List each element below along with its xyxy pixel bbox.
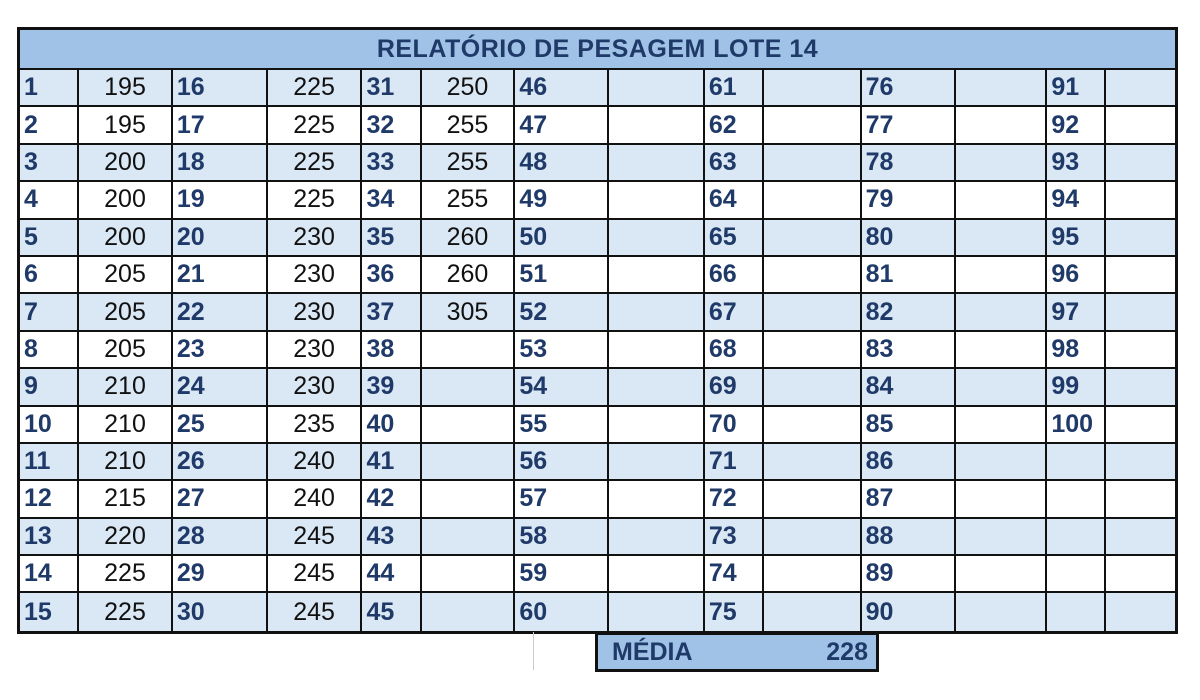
table-row [20, 593, 1175, 630]
weight-value-cell: 230 [268, 369, 363, 404]
animal-number-cell [1047, 593, 1106, 630]
animal-number-cell: 78 [862, 145, 956, 180]
animal-number-cell: 50 [515, 220, 609, 255]
animal-number-cell: 67 [705, 294, 764, 329]
weight-value-cell: 200 [79, 220, 173, 255]
weight-value-cell [956, 220, 1048, 255]
weight-value-cell: 200 [79, 145, 173, 180]
animal-number-cell: 29 [173, 556, 268, 591]
weight-value-cell [764, 444, 862, 479]
animal-number-cell: 42 [362, 481, 421, 516]
weight-value-cell [1106, 220, 1175, 255]
animal-number-cell: 1 [20, 70, 79, 105]
weight-value-cell: 235 [268, 407, 363, 442]
weight-value-cell: 225 [268, 145, 363, 180]
weight-value-cell [764, 294, 862, 329]
animal-number-cell: 55 [515, 407, 609, 442]
animal-number-cell: 62 [705, 107, 764, 142]
weight-value-cell [422, 369, 516, 404]
animal-number-cell: 33 [362, 145, 421, 180]
weight-value-cell [764, 519, 862, 554]
animal-number-cell: 5 [20, 220, 79, 255]
weight-value-cell [422, 332, 516, 367]
weight-value-cell: 255 [422, 145, 516, 180]
animal-number-cell: 73 [705, 519, 764, 554]
animal-number-cell: 85 [862, 407, 956, 442]
weight-value-cell: 230 [268, 257, 363, 292]
table-row [20, 107, 1175, 144]
animal-number-cell: 25 [173, 407, 268, 442]
weight-value-cell: 255 [422, 107, 516, 142]
weight-value-cell [956, 481, 1048, 516]
animal-number-cell: 56 [515, 444, 609, 479]
animal-number-cell: 99 [1047, 369, 1106, 404]
weight-value-cell [764, 407, 862, 442]
weight-value-cell [609, 407, 705, 442]
animal-number-cell: 34 [362, 182, 421, 217]
weight-value-cell: 215 [79, 481, 173, 516]
animal-number-cell: 2 [20, 107, 79, 142]
animal-number-cell: 9 [20, 369, 79, 404]
animal-number-cell: 26 [173, 444, 268, 479]
animal-number-cell: 18 [173, 145, 268, 180]
weight-value-cell: 245 [268, 556, 363, 591]
animal-number-cell: 96 [1047, 257, 1106, 292]
weight-value-cell [764, 70, 862, 105]
weight-value-cell [956, 407, 1048, 442]
animal-number-cell: 79 [862, 182, 956, 217]
animal-number-cell: 13 [20, 519, 79, 554]
animal-number-cell: 66 [705, 257, 764, 292]
weight-value-cell [422, 444, 516, 479]
animal-number-cell: 8 [20, 332, 79, 367]
table-row [20, 519, 1175, 556]
weight-value-cell [764, 593, 862, 630]
weighing-report-table [17, 27, 1178, 634]
weight-value-cell [956, 332, 1048, 367]
weight-value-cell: 305 [422, 294, 516, 329]
animal-number-cell: 95 [1047, 220, 1106, 255]
weight-value-cell: 245 [268, 593, 363, 630]
report-title: RELATÓRIO DE PESAGEM LOTE 14 [20, 30, 1175, 70]
animal-number-cell: 24 [173, 369, 268, 404]
table-row [20, 220, 1175, 257]
animal-number-cell: 70 [705, 407, 764, 442]
average-label: MÉDIA [612, 637, 693, 666]
weight-value-cell: 225 [79, 556, 173, 591]
weight-value-cell [609, 444, 705, 479]
animal-number-cell: 27 [173, 481, 268, 516]
animal-number-cell: 71 [705, 444, 764, 479]
weights-grid [20, 70, 1175, 631]
weight-value-cell [609, 294, 705, 329]
animal-number-cell: 21 [173, 257, 268, 292]
table-row [20, 481, 1175, 518]
weight-value-cell: 255 [422, 182, 516, 217]
column-divider [533, 632, 534, 670]
weight-value-cell [764, 145, 862, 180]
weight-value-cell [764, 220, 862, 255]
weight-value-cell [1106, 182, 1175, 217]
animal-number-cell [1047, 556, 1106, 591]
animal-number-cell: 4 [20, 182, 79, 217]
table-row [20, 70, 1175, 107]
animal-number-cell: 77 [862, 107, 956, 142]
animal-number-cell [1047, 519, 1106, 554]
animal-number-cell: 58 [515, 519, 609, 554]
table-row [20, 294, 1175, 331]
weight-value-cell: 210 [79, 407, 173, 442]
weight-value-cell [609, 556, 705, 591]
animal-number-cell: 10 [20, 407, 79, 442]
animal-number-cell: 65 [705, 220, 764, 255]
animal-number-cell: 82 [862, 294, 956, 329]
animal-number-cell: 80 [862, 220, 956, 255]
weight-value-cell: 260 [422, 220, 516, 255]
animal-number-cell: 98 [1047, 332, 1106, 367]
animal-number-cell: 3 [20, 145, 79, 180]
weight-value-cell [609, 593, 705, 630]
weight-value-cell [1106, 444, 1175, 479]
animal-number-cell: 54 [515, 369, 609, 404]
animal-number-cell: 35 [362, 220, 421, 255]
animal-number-cell: 12 [20, 481, 79, 516]
animal-number-cell: 48 [515, 145, 609, 180]
weight-value-cell: 195 [79, 70, 173, 105]
weight-value-cell [956, 182, 1048, 217]
weight-value-cell [422, 593, 516, 630]
weight-value-cell [422, 556, 516, 591]
animal-number-cell [1047, 444, 1106, 479]
weight-value-cell: 230 [268, 294, 363, 329]
animal-number-cell: 90 [862, 593, 956, 630]
table-row [20, 369, 1175, 406]
animal-number-cell: 46 [515, 70, 609, 105]
table-row [20, 257, 1175, 294]
table-row [20, 556, 1175, 593]
animal-number-cell: 74 [705, 556, 764, 591]
weight-value-cell [1106, 107, 1175, 142]
weight-value-cell: 225 [79, 593, 173, 630]
weight-value-cell [764, 182, 862, 217]
animal-number-cell: 7 [20, 294, 79, 329]
animal-number-cell [1047, 481, 1106, 516]
weight-value-cell: 205 [79, 257, 173, 292]
weight-value-cell [1106, 70, 1175, 105]
animal-number-cell: 20 [173, 220, 268, 255]
weight-value-cell: 230 [268, 332, 363, 367]
animal-number-cell: 17 [173, 107, 268, 142]
weight-value-cell [609, 220, 705, 255]
animal-number-cell: 31 [362, 70, 421, 105]
animal-number-cell: 61 [705, 70, 764, 105]
weight-value-cell [956, 107, 1048, 142]
animal-number-cell: 86 [862, 444, 956, 479]
weight-value-cell: 195 [79, 107, 173, 142]
animal-number-cell: 43 [362, 519, 421, 554]
weight-value-cell [764, 369, 862, 404]
animal-number-cell: 64 [705, 182, 764, 217]
weight-value-cell [956, 593, 1048, 630]
weight-value-cell [609, 107, 705, 142]
weight-value-cell [1106, 257, 1175, 292]
table-row [20, 444, 1175, 481]
table-row [20, 182, 1175, 219]
animal-number-cell: 93 [1047, 145, 1106, 180]
weight-value-cell [1106, 556, 1175, 591]
weight-value-cell: 220 [79, 519, 173, 554]
average-box [595, 632, 879, 672]
animal-number-cell: 52 [515, 294, 609, 329]
weight-value-cell [1106, 593, 1175, 630]
animal-number-cell: 16 [173, 70, 268, 105]
weight-value-cell [1106, 294, 1175, 329]
animal-number-cell: 28 [173, 519, 268, 554]
animal-number-cell: 68 [705, 332, 764, 367]
animal-number-cell: 39 [362, 369, 421, 404]
animal-number-cell: 30 [173, 593, 268, 630]
animal-number-cell: 60 [515, 593, 609, 630]
animal-number-cell: 11 [20, 444, 79, 479]
weight-value-cell: 210 [79, 369, 173, 404]
animal-number-cell: 63 [705, 145, 764, 180]
animal-number-cell: 44 [362, 556, 421, 591]
weight-value-cell [1106, 145, 1175, 180]
weight-value-cell [609, 332, 705, 367]
weight-value-cell [1106, 407, 1175, 442]
weight-value-cell: 250 [422, 70, 516, 105]
table-row [20, 332, 1175, 369]
weight-value-cell [764, 257, 862, 292]
animal-number-cell: 76 [862, 70, 956, 105]
average-value: 228 [826, 637, 868, 666]
table-row [20, 407, 1175, 444]
animal-number-cell: 6 [20, 257, 79, 292]
weight-value-cell [609, 70, 705, 105]
weight-value-cell: 245 [268, 519, 363, 554]
animal-number-cell: 23 [173, 332, 268, 367]
weight-value-cell [956, 444, 1048, 479]
weight-value-cell [956, 257, 1048, 292]
animal-number-cell: 32 [362, 107, 421, 142]
weight-value-cell [764, 481, 862, 516]
weight-value-cell [609, 145, 705, 180]
animal-number-cell: 40 [362, 407, 421, 442]
weight-value-cell [956, 369, 1048, 404]
weight-value-cell [1106, 332, 1175, 367]
animal-number-cell: 14 [20, 556, 79, 591]
weight-value-cell [1106, 481, 1175, 516]
animal-number-cell: 92 [1047, 107, 1106, 142]
weight-value-cell [422, 481, 516, 516]
animal-number-cell: 81 [862, 257, 956, 292]
weight-value-cell [956, 556, 1048, 591]
weight-value-cell [956, 519, 1048, 554]
animal-number-cell: 15 [20, 593, 79, 630]
weight-value-cell: 240 [268, 481, 363, 516]
animal-number-cell: 36 [362, 257, 421, 292]
animal-number-cell: 72 [705, 481, 764, 516]
weight-value-cell [609, 369, 705, 404]
weight-value-cell [609, 182, 705, 217]
animal-number-cell: 94 [1047, 182, 1106, 217]
weight-value-cell [1106, 369, 1175, 404]
weight-value-cell [956, 70, 1048, 105]
weight-value-cell: 225 [268, 107, 363, 142]
animal-number-cell: 59 [515, 556, 609, 591]
animal-number-cell: 91 [1047, 70, 1106, 105]
animal-number-cell: 45 [362, 593, 421, 630]
animal-number-cell: 47 [515, 107, 609, 142]
weight-value-cell [422, 519, 516, 554]
animal-number-cell: 97 [1047, 294, 1106, 329]
animal-number-cell: 19 [173, 182, 268, 217]
animal-number-cell: 37 [362, 294, 421, 329]
weight-value-cell: 210 [79, 444, 173, 479]
animal-number-cell: 53 [515, 332, 609, 367]
weight-value-cell [609, 481, 705, 516]
weight-value-cell [764, 107, 862, 142]
weight-value-cell: 260 [422, 257, 516, 292]
weight-value-cell: 225 [268, 182, 363, 217]
animal-number-cell: 100 [1047, 407, 1106, 442]
animal-number-cell: 69 [705, 369, 764, 404]
animal-number-cell: 75 [705, 593, 764, 630]
animal-number-cell: 57 [515, 481, 609, 516]
animal-number-cell: 49 [515, 182, 609, 217]
table-row [20, 145, 1175, 182]
weight-value-cell: 200 [79, 182, 173, 217]
animal-number-cell: 88 [862, 519, 956, 554]
weight-value-cell: 225 [268, 70, 363, 105]
weight-value-cell [956, 145, 1048, 180]
weight-value-cell [956, 294, 1048, 329]
weight-value-cell: 230 [268, 220, 363, 255]
weight-value-cell [609, 519, 705, 554]
animal-number-cell: 51 [515, 257, 609, 292]
weight-value-cell: 205 [79, 332, 173, 367]
animal-number-cell: 87 [862, 481, 956, 516]
animal-number-cell: 41 [362, 444, 421, 479]
weight-value-cell [1106, 519, 1175, 554]
weight-value-cell: 205 [79, 294, 173, 329]
animal-number-cell: 83 [862, 332, 956, 367]
animal-number-cell: 84 [862, 369, 956, 404]
weight-value-cell [764, 556, 862, 591]
animal-number-cell: 22 [173, 294, 268, 329]
weight-value-cell [764, 332, 862, 367]
weight-value-cell: 240 [268, 444, 363, 479]
animal-number-cell: 38 [362, 332, 421, 367]
animal-number-cell: 89 [862, 556, 956, 591]
weight-value-cell [609, 257, 705, 292]
weight-value-cell [422, 407, 516, 442]
